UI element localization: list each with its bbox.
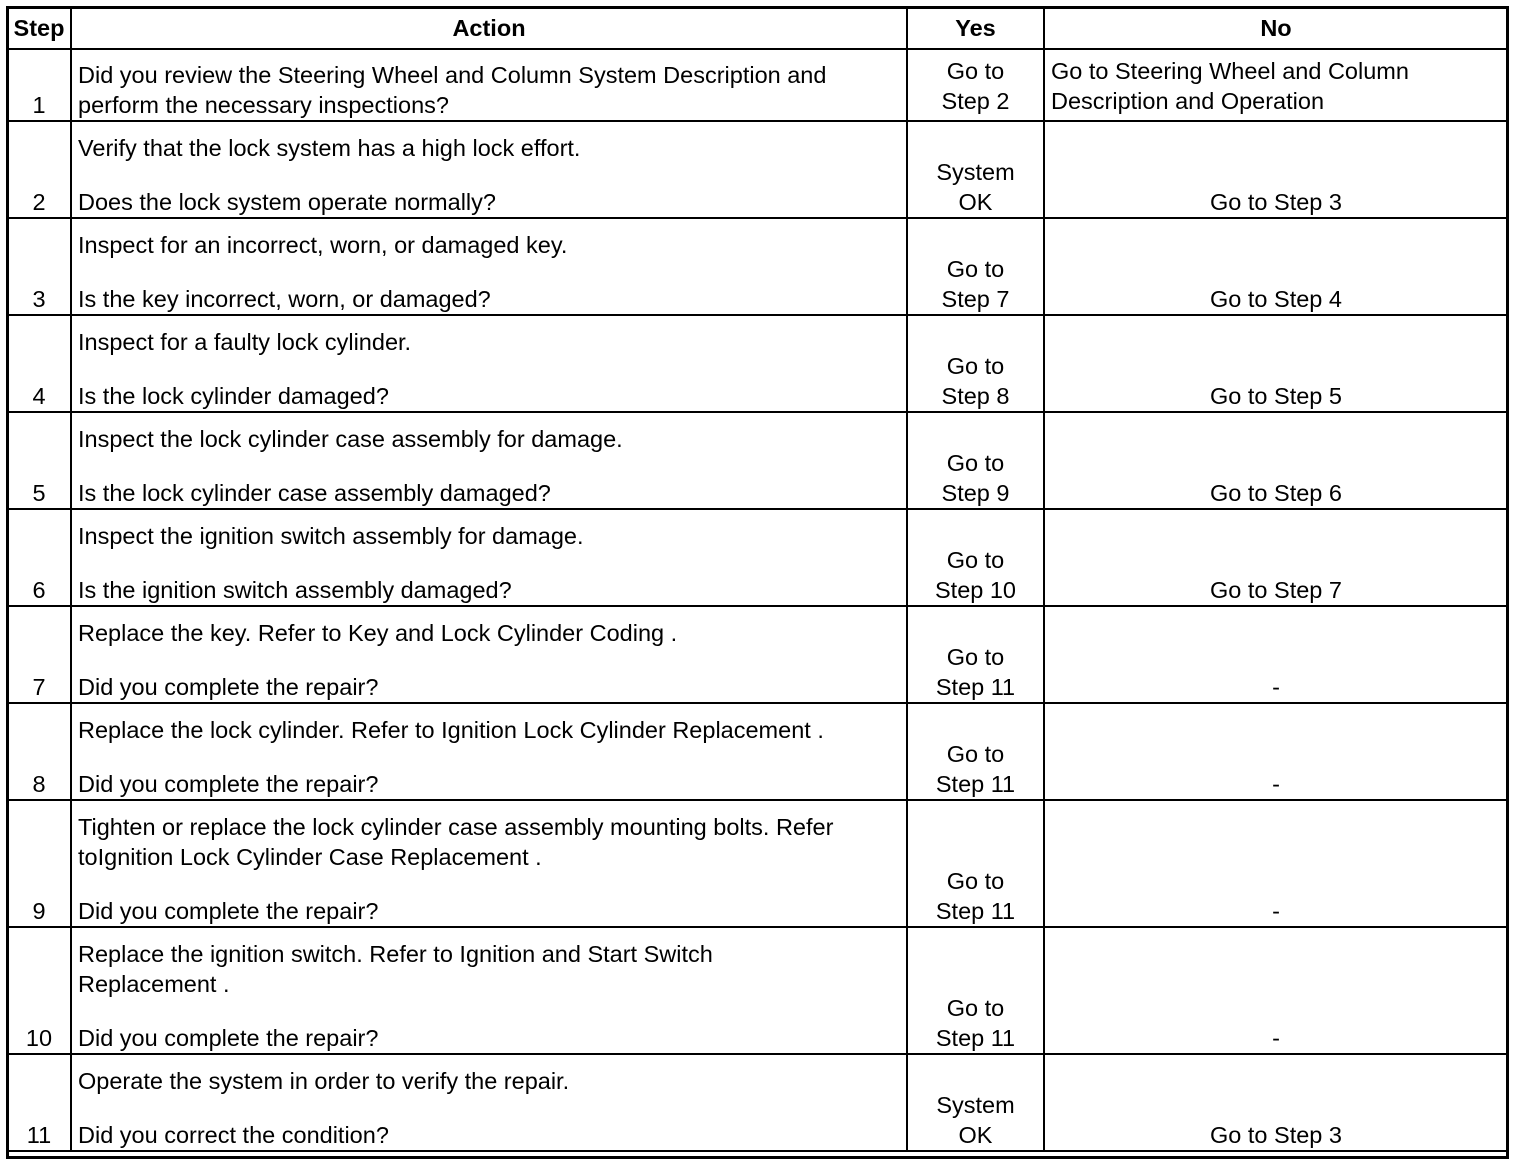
- header-no: No: [1044, 7, 1508, 49]
- table-row: [7, 412, 1508, 509]
- no-cell: [1044, 800, 1508, 927]
- no-text: Go to Step 6: [1210, 480, 1342, 506]
- yes-text: Step 11: [935, 1025, 1016, 1051]
- yes-cell: [907, 606, 1044, 703]
- action-cell: [71, 509, 907, 606]
- yes-cell: [907, 49, 1044, 121]
- header-row: [7, 7, 1508, 49]
- action-text: Verify that the lock system has a high lock effort.: [78, 135, 581, 161]
- table-row: [7, 315, 1508, 412]
- action-question: Does the lock system operate normally?: [78, 189, 496, 215]
- step-number: 10: [7, 927, 71, 1054]
- no-cell: [1044, 606, 1508, 703]
- yes-text: OK: [958, 189, 993, 215]
- action-question: Is the key incorrect, worn, or damaged?: [78, 286, 491, 312]
- yes-text: Go to: [946, 995, 1005, 1021]
- yes-text: System: [936, 1092, 1015, 1118]
- action-question: Did you complete the repair?: [78, 674, 379, 700]
- action-text: toIgnition Lock Cylinder Case Replacement .: [78, 844, 542, 870]
- action-cell: [71, 218, 907, 315]
- step-number: 4: [7, 315, 71, 412]
- yes-cell: [907, 412, 1044, 509]
- paragraph-gap: [78, 163, 900, 187]
- step-number: 5: [7, 412, 71, 509]
- table-row: [7, 800, 1508, 927]
- header-yes: Yes: [907, 7, 1044, 49]
- action-cell: [71, 49, 907, 121]
- header-step: Step: [7, 7, 71, 49]
- yes-text: Step 11: [935, 674, 1016, 700]
- paragraph-gap: [78, 999, 900, 1023]
- no-text: Go to Step 7: [1210, 577, 1342, 603]
- no-text: Go to Step 4: [1210, 286, 1342, 312]
- paragraph-gap: [78, 745, 900, 769]
- yes-cell: [907, 315, 1044, 412]
- paragraph-gap: [78, 648, 900, 672]
- no-text: -: [1272, 771, 1280, 797]
- yes-cell: [907, 218, 1044, 315]
- action-cell: [71, 606, 907, 703]
- no-text: -: [1272, 674, 1280, 700]
- table-row: [7, 927, 1508, 1054]
- step-number: 6: [7, 509, 71, 606]
- step-number: 1: [7, 49, 71, 121]
- diagnostic-table: [6, 6, 1509, 1152]
- yes-text: Step 11: [935, 898, 1016, 924]
- no-text: Go to Steering Wheel and Column: [1051, 58, 1409, 84]
- paragraph-gap: [78, 260, 900, 284]
- no-text: -: [1272, 1025, 1280, 1051]
- no-cell: [1044, 927, 1508, 1054]
- no-text: Go to Step 5: [1210, 383, 1342, 409]
- action-cell: [71, 927, 907, 1054]
- no-cell: [1044, 49, 1508, 121]
- action-cell: [71, 1054, 907, 1151]
- yes-text: Step 9: [941, 480, 1010, 506]
- action-text: Did you review the Steering Wheel and Column System Description and: [78, 62, 827, 88]
- action-question: Did you complete the repair?: [78, 1025, 379, 1051]
- yes-text: Step 2: [941, 88, 1010, 114]
- action-text: Inspect for a faulty lock cylinder.: [78, 329, 412, 355]
- action-question: Did you complete the repair?: [78, 771, 379, 797]
- action-cell: [71, 800, 907, 927]
- action-text: Replace the ignition switch. Refer to Ignition and Start Switch: [78, 941, 713, 967]
- table-body: [7, 49, 1508, 1151]
- no-text: -: [1272, 898, 1280, 924]
- paragraph-gap: [78, 551, 900, 575]
- action-text: perform the necessary inspections?: [78, 92, 449, 118]
- yes-cell: [907, 703, 1044, 800]
- table-row: [7, 1054, 1508, 1151]
- action-text: Replace the lock cylinder. Refer to Ignition Lock Cylinder Replacement .: [78, 717, 824, 743]
- no-text: Go to Step 3: [1210, 189, 1342, 215]
- yes-text: Go to: [946, 868, 1005, 894]
- no-cell: [1044, 1054, 1508, 1151]
- paragraph-gap: [78, 1096, 900, 1120]
- table-row: [7, 703, 1508, 800]
- yes-text: Go to: [946, 644, 1005, 670]
- action-text: Operate the system in order to verify the repair.: [78, 1068, 570, 1094]
- action-question: Did you complete the repair?: [78, 898, 379, 924]
- yes-text: Step 11: [935, 771, 1016, 797]
- action-cell: [71, 315, 907, 412]
- step-number: 7: [7, 606, 71, 703]
- yes-text: Step 10: [934, 577, 1016, 603]
- table-row: [7, 606, 1508, 703]
- action-text: Inspect the lock cylinder case assembly for damage.: [78, 426, 623, 452]
- paragraph-gap: [78, 872, 900, 896]
- yes-text: Go to: [946, 741, 1005, 767]
- action-text: Inspect the ignition switch assembly for damage.: [78, 523, 584, 549]
- no-cell: [1044, 412, 1508, 509]
- header-action: Action: [71, 7, 907, 49]
- no-text: Go to Step 3: [1210, 1122, 1342, 1148]
- yes-text: Step 7: [941, 286, 1010, 312]
- table-row: [7, 121, 1508, 218]
- step-number: 8: [7, 703, 71, 800]
- action-text: Tighten or replace the lock cylinder case assembly mounting bolts. Refer: [78, 814, 834, 840]
- action-question: Is the ignition switch assembly damaged?: [78, 577, 512, 603]
- step-number: 3: [7, 218, 71, 315]
- no-cell: [1044, 218, 1508, 315]
- action-question: Did you correct the condition?: [78, 1122, 389, 1148]
- action-text: Replacement .: [78, 971, 230, 997]
- yes-cell: [907, 800, 1044, 927]
- yes-cell: [907, 1054, 1044, 1151]
- step-number: 9: [7, 800, 71, 927]
- yes-text: OK: [958, 1122, 993, 1148]
- yes-cell: [907, 509, 1044, 606]
- no-cell: [1044, 509, 1508, 606]
- action-text: Inspect for an incorrect, worn, or damaged key.: [78, 232, 568, 258]
- yes-text: Go to: [946, 256, 1005, 282]
- paragraph-gap: [78, 454, 900, 478]
- action-cell: [71, 121, 907, 218]
- no-text: Description and Operation: [1051, 88, 1325, 114]
- yes-cell: [907, 927, 1044, 1054]
- paragraph-gap: [78, 357, 900, 381]
- yes-text: Go to: [946, 353, 1005, 379]
- action-cell: [71, 412, 907, 509]
- action-question: Is the lock cylinder damaged?: [78, 383, 389, 409]
- step-number: 11: [7, 1054, 71, 1151]
- yes-text: Step 8: [941, 383, 1010, 409]
- table-row: [7, 49, 1508, 121]
- yes-text: Go to: [946, 58, 1005, 84]
- table-row: [7, 218, 1508, 315]
- action-text: Replace the key. Refer to Key and Lock Cylinder Coding .: [78, 620, 678, 646]
- yes-text: Go to: [946, 450, 1005, 476]
- yes-cell: [907, 121, 1044, 218]
- action-question: Is the lock cylinder case assembly damaged?: [78, 480, 551, 506]
- action-cell: [71, 703, 907, 800]
- table-row: [7, 509, 1508, 606]
- no-cell: [1044, 315, 1508, 412]
- yes-text: System: [936, 159, 1015, 185]
- yes-text: Go to: [946, 547, 1005, 573]
- no-cell: [1044, 703, 1508, 800]
- no-cell: [1044, 121, 1508, 218]
- step-number: 2: [7, 121, 71, 218]
